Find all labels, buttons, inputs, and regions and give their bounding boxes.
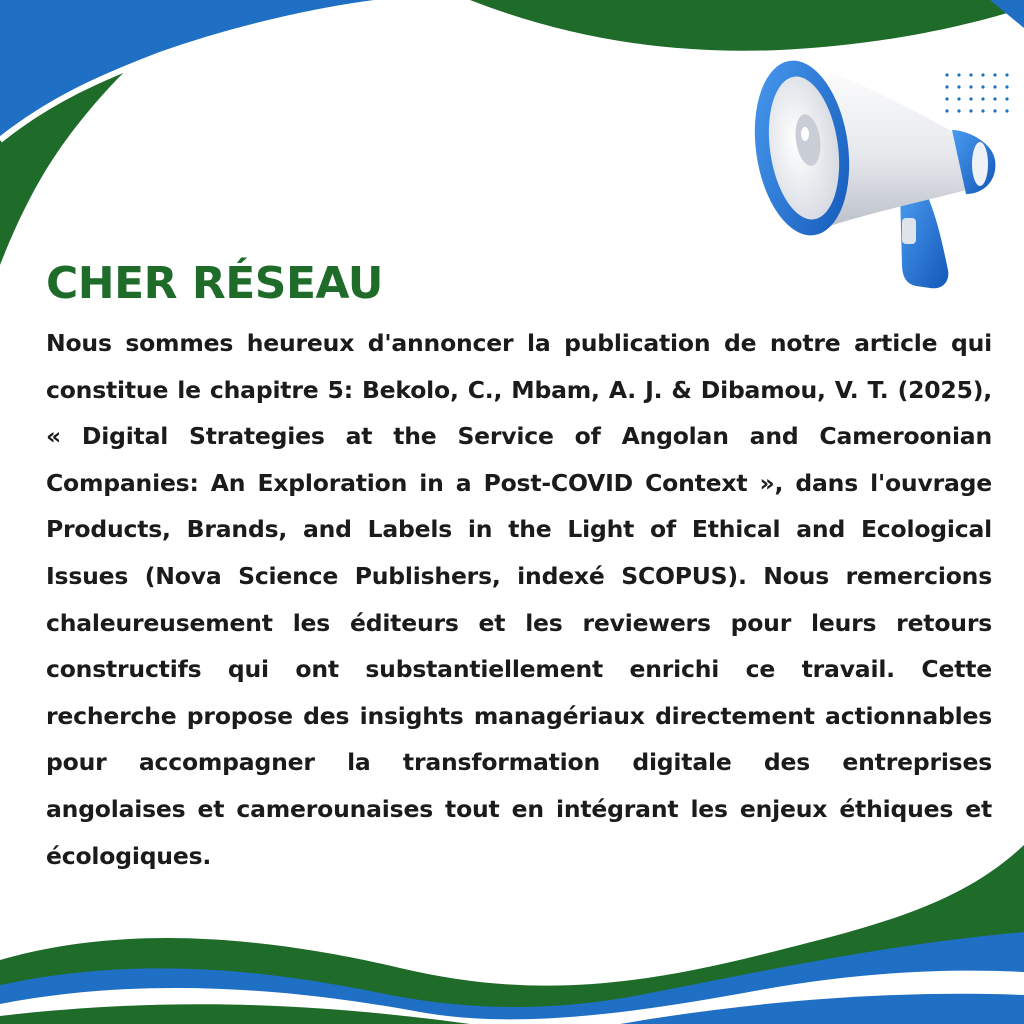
megaphone-icon	[752, 42, 1002, 297]
heading: CHER RÉSEAU	[46, 258, 383, 309]
announcement-text: Nous sommes heureux d'annoncer la publication de notre article qui constitue le chapitre 5: Bekolo, C., Mbam, A. J. & Dibamou, V. T. (2025), « Digital Strategies at the Service of Angolan and Cameroonian Companies: An Exploration in a Post-COVID Context », dans l'ouvrage Products, Brands, and Labels in the Light of Ethical and Ecological Issues (Nova Science Publishers, indexé SCOPUS). Nous remercions chaleureusement les éditeurs et les reviewers pour leurs retours constructifs qui ont substantiellement enrichi ce travail. Cette recherche propose des insights managériaux directement actionnables pour accompagner la transformation digitale des entreprises angolaises et camerounaises tout en intégrant les enjeux éthiques et écologiques.	[46, 329, 992, 870]
